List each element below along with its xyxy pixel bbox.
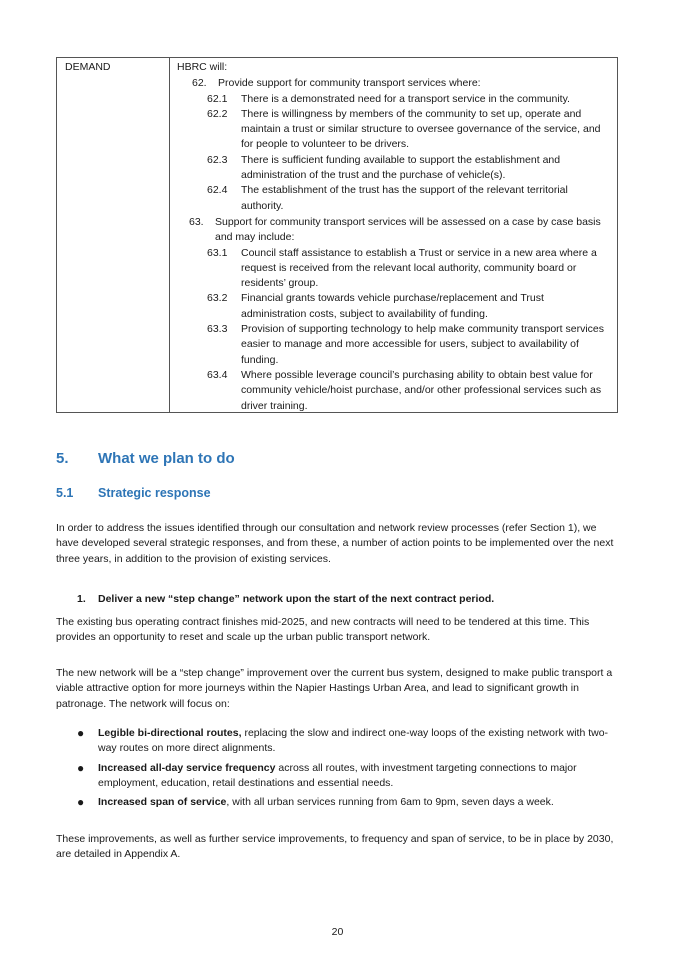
table-intro: HBRC will: xyxy=(177,61,228,73)
policy-subitem-62-2 xyxy=(177,107,611,153)
bullet-text: replacing the slow and indirect one-way loops of the existing network with two-way routes on more direct alignments. xyxy=(98,727,609,755)
subitem-number: 63.2 xyxy=(207,292,228,305)
focus-bullet-list xyxy=(77,726,622,814)
contract-paragraph: The existing bus operating contract finishes mid-2025, and new contracts will need to be tendered at this time. This provides an opportunity to reset and scale up the urban public transport network. xyxy=(56,616,590,644)
bullet-bold-text: Legible bi-directional routes, xyxy=(98,727,242,739)
policy-item-text: Support for community transport services will be assessed on a case by case basis and may include: xyxy=(215,215,601,244)
intro-paragraph: In order to address the issues identified through our consultation and network review processes (refer Section 1), we have developed several strategic responses, and from these, a number of action points to be implemented over the next three years, in addition to the provision of existing services. xyxy=(56,522,614,565)
bullet-bold-text: Increased all-day service frequency xyxy=(98,761,276,774)
bullet-item xyxy=(77,795,622,810)
subitem-text: There is willingness by members of the community to set up, operate and maintain a trust or similar structure to oversee governance of the service, and for people to volunteer to be drivers. xyxy=(241,107,601,151)
subitem-text: There is sufficient funding available to support the establishment and administration of the trust and the purchase of vehicle(s). xyxy=(241,153,561,182)
subitem-number: 62.3 xyxy=(207,153,228,166)
bullet-item xyxy=(77,726,622,757)
network-paragraph: The new network will be a “step change” improvement over the current bus system, designed to make public transport a viable attractive option for more journeys within the Napier Hastings Urban Area, and lead to significant growth in patronage. The network will focus on: xyxy=(56,667,613,710)
policy-item-number: 63. xyxy=(189,215,204,228)
subitem-number: 63.1 xyxy=(207,246,228,259)
subsection-heading xyxy=(56,486,211,501)
action-number: 1. xyxy=(77,593,86,605)
subitem-text: There is a demonstrated need for a transport service in the community. xyxy=(241,92,570,105)
policy-subitem-62-1 xyxy=(177,92,611,107)
policy-subitem-62-3 xyxy=(177,153,611,184)
bullet-icon: ● xyxy=(77,726,85,740)
bullet-icon: ● xyxy=(77,795,85,810)
subitem-text: Council staff assistance to establish a Trust or service in a new area where a request is received from the relevant local authority, community board or residents’ group. xyxy=(241,246,597,290)
subitem-text: The establishment of the trust has the support of the relevant territorial authority. xyxy=(241,184,568,212)
policy-item-62 xyxy=(177,76,611,91)
policy-item-number: 62. xyxy=(192,77,207,90)
bullet-bold-text: Increased span of service xyxy=(98,796,227,809)
closing-paragraph: These improvements, as well as further service improvements, to frequency and span of service, to be in place by 2030, are detailed in Appendix A. xyxy=(56,833,614,861)
bullet-text: across all routes, with investment targeting connections to major employment, education, retail destinations and essential needs. xyxy=(98,761,577,789)
table-content-cell xyxy=(177,60,611,414)
subitem-text: Provision of supporting technology to help make community transport services easier to manage and more accessible for users, subject to availability of funding. xyxy=(241,323,605,366)
policy-item-text: Provide support for community transport services where: xyxy=(218,77,481,90)
subitem-number: 63.3 xyxy=(207,323,228,336)
policy-subitem-63-2 xyxy=(177,291,611,322)
policy-table xyxy=(56,57,618,413)
subitem-number: 62.1 xyxy=(207,92,228,105)
action-point-heading xyxy=(77,592,494,607)
bullet-text: , with all urban services running from 6am to 9pm, seven days a week. xyxy=(226,796,554,809)
subsection-title: Strategic response xyxy=(98,486,211,500)
section-heading xyxy=(56,451,235,466)
bullet-icon: ● xyxy=(77,760,85,775)
section-number: 5. xyxy=(56,450,69,467)
subitem-number: 62.2 xyxy=(207,107,228,120)
policy-item-63 xyxy=(177,215,611,246)
action-text: Deliver a new “step change” network upon the start of the next contract period. xyxy=(98,593,495,605)
subsection-number: 5.1 xyxy=(56,486,74,500)
policy-subitem-63-3 xyxy=(177,322,611,368)
subitem-number: 62.4 xyxy=(207,184,228,197)
subitem-number: 63.4 xyxy=(207,368,228,381)
policy-subitem-62-4 xyxy=(177,183,611,214)
table-column-divider xyxy=(169,58,170,412)
section-title: What we plan to do xyxy=(98,450,235,467)
page-number: 20 xyxy=(331,926,344,938)
subitem-text: Where possible leverage council’s purchasing ability to obtain best value for community vehicle/hoist purchase, and/or other professional services such as driver training. xyxy=(241,368,602,412)
policy-subitem-63-1 xyxy=(177,246,611,292)
bullet-item xyxy=(77,761,622,792)
subitem-text: Financial grants towards vehicle purchase/replacement and Trust administration costs, subject to availability of funding. xyxy=(241,292,544,320)
table-label-cell: DEMAND xyxy=(65,61,111,73)
policy-subitem-63-4 xyxy=(177,368,611,414)
